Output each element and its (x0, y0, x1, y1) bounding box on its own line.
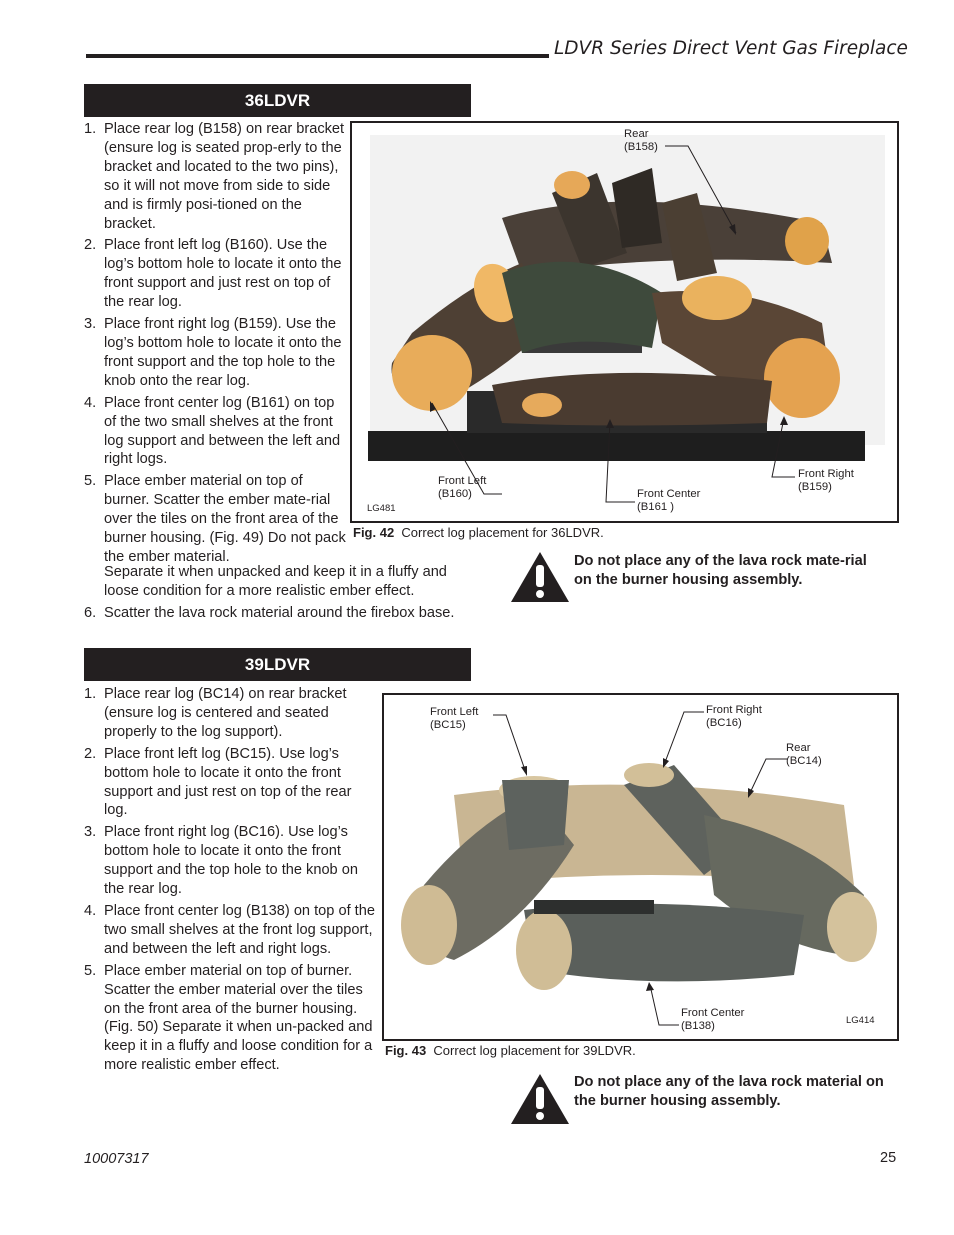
label-rear: Rear (B158) (624, 128, 658, 153)
warning-icon (510, 1073, 570, 1125)
list-item: 5. Place ember material on top of burner. Scatter the ember mate-rial over the tiles on the front area of the burner housing. (Fig. 49) Do not pack the ember material. (84, 473, 346, 565)
list-item: 4. Place front center log (B161) on top of the two small shelves at the front log support and between the left and right logs. (84, 394, 341, 468)
steps-36ldvr-end (84, 604, 459, 626)
list-item: 3. Place front right log (BC16). Use log’s bottom hole to locate it onto the front support and the top hole to the knob on the rear log. (84, 824, 358, 898)
label-rear: Rear (BC14) (786, 742, 822, 767)
warning-text-39ldvr: Do not place any of the lava rock material on the burner housing assembly. (574, 1074, 884, 1109)
warning-icon (510, 551, 570, 603)
figure-42-caption: Fig. 42 Correct log placement for 36LDVR. (353, 525, 604, 540)
figure-code: LG481 (367, 503, 396, 514)
warning-text-36ldvr: Do not place any of the lava rock mate-rial on the burner housing assembly. (574, 553, 867, 588)
list-item: 2. Place front left log (B160). Use the log’s bottom hole to locate it onto the front support and just rest on top of the rear log. (84, 237, 342, 311)
list-item: 5. Place ember material on top of burner. Scatter the ember material over the tiles on the front area of the burner housing. (Fig. 50) Separate it when un-packed and keep it in a fluffy and loose condition for a more realistic ember effect. (84, 962, 373, 1074)
figure-43-caption: Fig. 43 Correct log placement for 39LDVR. (385, 1043, 636, 1058)
figure-code: LG414 (846, 1015, 875, 1026)
list-item: 2. Place front left log (BC15). Use log’s bottom hole to locate it onto the front support and just rest on top of the rear log. (84, 745, 352, 819)
header-rule (86, 54, 549, 58)
page-title: LDVR Series Direct Vent Gas Fireplace (554, 38, 908, 59)
page-number: 25 (880, 1150, 897, 1166)
list-item: 1. Place rear log (B158) on rear bracket (ensure log is seated prop-erly to the bracket and located to the two pins), so it will not move from side to side and is firmly posi-tioned on the bracket. (84, 121, 345, 232)
label-front-left: Front Left (BC15) (430, 706, 479, 731)
steps-39ldvr (84, 685, 376, 1078)
label-front-right: Front Right (B159) (798, 468, 854, 493)
section-heading-36ldvr: 36LDVR (84, 84, 471, 117)
label-front-center: Front Center (B161 ) (637, 488, 701, 513)
list-item: 3. Place front right log (B159). Use the log’s bottom hole to locate it onto the front support and the top hole to the knob onto the rear log. (84, 316, 342, 389)
document-number: 10007317 (84, 1151, 149, 1167)
list-item: 1. Place rear log (BC14) on rear bracket (ensure log is centered and seated properly to the log support). (84, 686, 347, 740)
figure-36ldvr-logs (350, 121, 899, 523)
list-item: 6. Scatter the lava rock material around the firebox base. (84, 605, 455, 621)
figure-42-pointers (352, 123, 897, 521)
label-front-left: Front Left (B160) (438, 475, 487, 500)
figure-39ldvr-logs (382, 693, 899, 1041)
step-5-continuation: Separate it when unpacked and keep it in a fluffy and loose condition for a more realistic ember effect. (104, 564, 447, 599)
steps-36ldvr (84, 120, 349, 570)
label-front-center: Front Center (B138) (681, 1007, 745, 1032)
list-item: 4. Place front center log (B138) on top of the two small shelves at the front log support, and between the left and right logs. (84, 902, 375, 957)
label-front-right: Front Right (BC16) (706, 704, 762, 729)
section-heading-39ldvr: 39LDVR (84, 648, 471, 681)
